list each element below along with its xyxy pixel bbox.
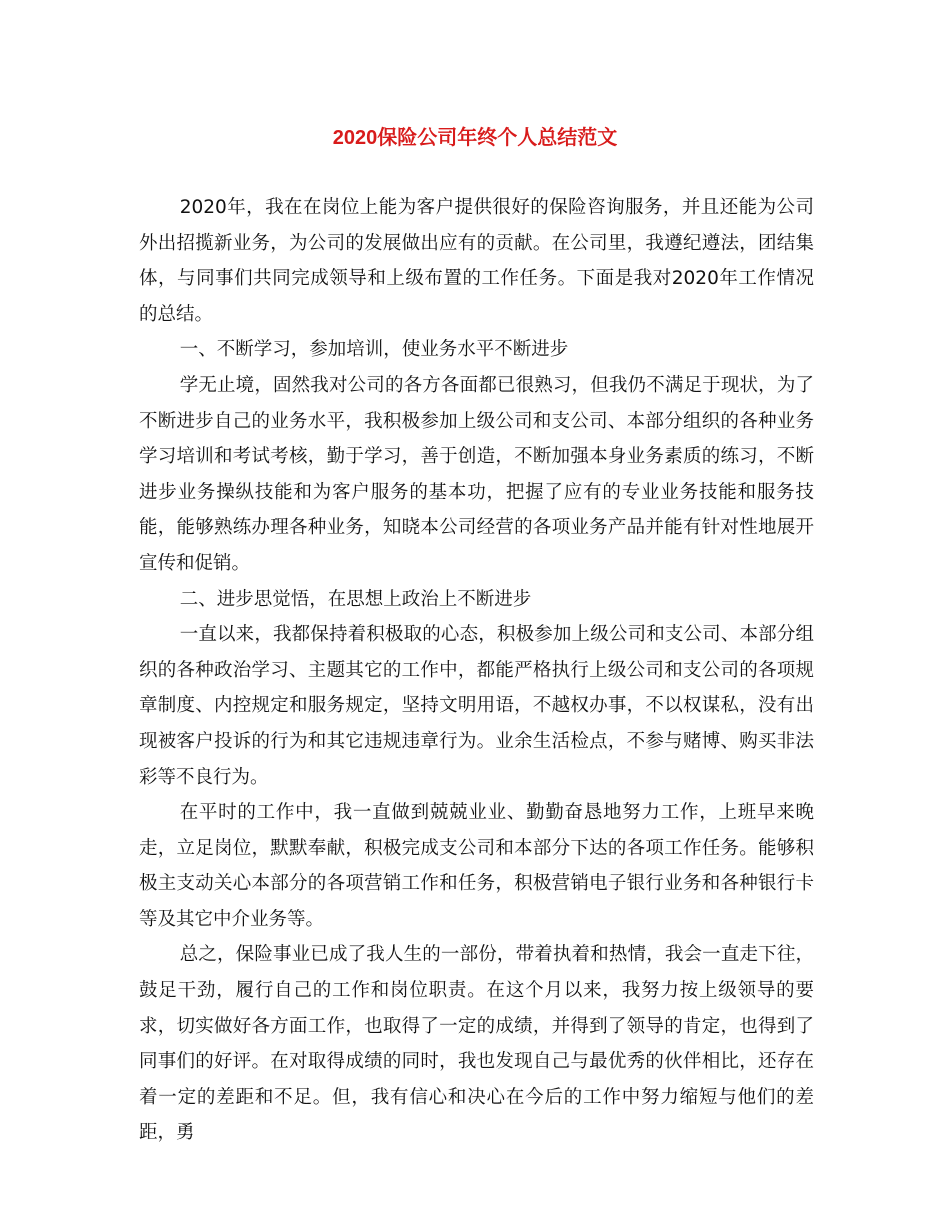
paragraph-daily-work: 在平时的工作中，我一直做到兢兢业业、勤勤奋恳地努力工作，上班早来晚走，立足岗位，默默奉献，积极完成支公司和本部分下达的各项工作任务。能够积极主支动关心本部分的各项营销工作和任务，积极营销电子银行业务和各种银行卡等及其它中介业务等。 [139, 802, 814, 930]
paragraph-conclusion: 总之，保险事业已成了我人生的一部份，带着执着和热情，我会一直走下往，鼓足干劲，履行自己的工作和岗位职责。在这个月以来，我努力按上级领导的要求，切实做好各方面工作，也取得了一定的成绩，并得到了领导的肯定，也得到了同事们的好评。在对取得成绩的同时，我也发现自己与最优秀的伙伴相比，还存在着一定的差距和不足。但，我有信心和决心在今后的工作中努力缩短与他们的差距，勇 [139, 944, 814, 1144]
section-heading-1: 一、不断学习，参加培训，使业务水平不断进步 [179, 339, 569, 361]
paragraph-intro: 2020年，我在在岗位上能为客户提供很好的保险咨询服务，并且还能为公司外出招揽新业务，为公司的发展做出应有的贡献。在公司里，我遵纪遵法，团结集体，与同事们共同完成领导和上级布置的工作任务。下面是我对2020年工作情况的总结。 [139, 197, 814, 325]
document-title: 2020保险公司年终个人总结范文 [332, 127, 618, 149]
section-heading-2: 二、进步思觉悟，在思想上政治上不断进步 [179, 588, 532, 610]
paragraph-attitude: 一直以来，我都保持着积极取的心态，积极参加上级公司和支公司、本部分组织的各种政治学习、主题其它的工作中，都能严格执行上级公司和支公司的各项规章制度、内控规定和服务规定，坚持文明用语，不越权办事，不以权谋私，没有出现被客户投诉的行为和其它违规违章行为。业余生活检点，不参与赌博、购买非法彩等不良行为。 [139, 624, 814, 788]
paragraph-learning: 学无止境，固然我对公司的各方各面都已很熟习，但我仍不满足于现状，为了不断进步自己的业务水平，我积极参加上级公司和支公司、本部分组织的各种业务学习培训和考试考核，勤于学习，善于创造，不断加强本身业务素质的练习，不断进步业务操纵技能和为客户服务的基本功，把握了应有的专业业务技能和服务技能，能够熟练办理各种业务，知晓本公司经营的各项业务产品并能有针对性地展开宣传和促销。 [139, 374, 814, 574]
document-body [139, 190, 814, 1151]
